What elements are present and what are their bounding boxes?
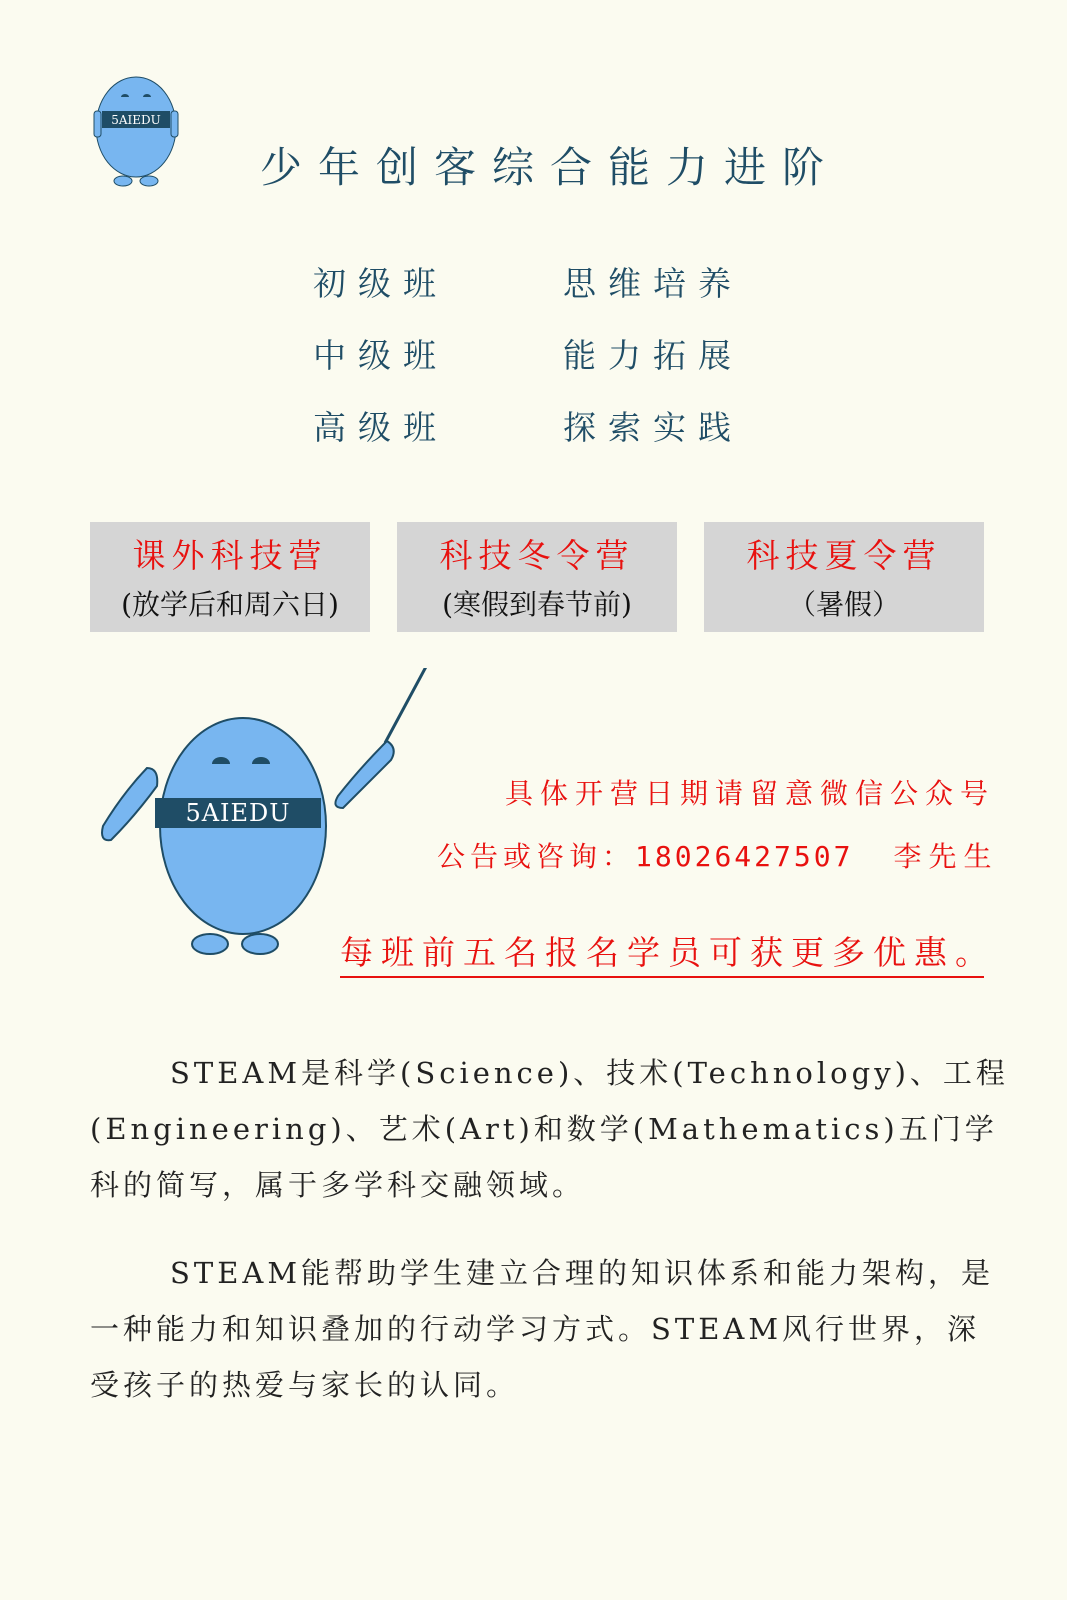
notice-opening-date: 具体开营日期请留意微信公众号 [505, 777, 996, 810]
camp-time: （暑假） [787, 588, 900, 621]
camp-time: (放学后和周六日) [121, 588, 339, 621]
logo-text: 5AIEDU [111, 113, 161, 127]
level-name: 初级班 [313, 264, 448, 303]
benefit-paragraph: STEAM能帮助学生建立合理的知识体系和能力架构，是一种能力和知识叠加的行动学习方式。STEAM风行世界，深受孩子的热爱与家长的认同。 [90, 1256, 995, 1402]
level-focus: 能力拓展 [563, 336, 743, 375]
phone-number: 18026427507 [635, 840, 854, 873]
camp-after-school [90, 522, 370, 632]
contact-name: 李先生 [893, 840, 999, 873]
camp-time: (寒假到春节前) [442, 588, 632, 621]
camp-name: 科技冬令营 [439, 536, 635, 575]
camp-name: 科技夏令营 [746, 536, 942, 575]
camp-summer [704, 522, 984, 632]
level-focus: 思维培养 [563, 264, 743, 303]
camp-name: 课外科技营 [132, 536, 328, 575]
level-name: 中级班 [313, 336, 448, 375]
logo-robot-icon [80, 75, 192, 190]
contact-prefix: 公告或咨询： [437, 840, 636, 873]
level-row-beginner [313, 258, 763, 308]
page-title: 少年创客综合能力进阶 [260, 143, 841, 192]
level-row-intermediate [313, 330, 763, 380]
intro-paragraph: STEAM是科学(Science)、技术(Technology)、工程(Engineering)、艺术(Art)和数学(Mathematics)五门学科的简写，属于多学科交融领域。 [90, 1056, 1009, 1202]
level-focus: 探索实践 [563, 408, 743, 447]
camp-winter [397, 522, 677, 632]
promo-text: 每班前五名报名学员可获更多优惠。 [340, 927, 984, 978]
level-name: 高级班 [313, 408, 448, 447]
mascot-text: 5AIEDU [185, 799, 291, 827]
level-row-advanced [313, 402, 763, 452]
notice-contact [437, 835, 998, 875]
